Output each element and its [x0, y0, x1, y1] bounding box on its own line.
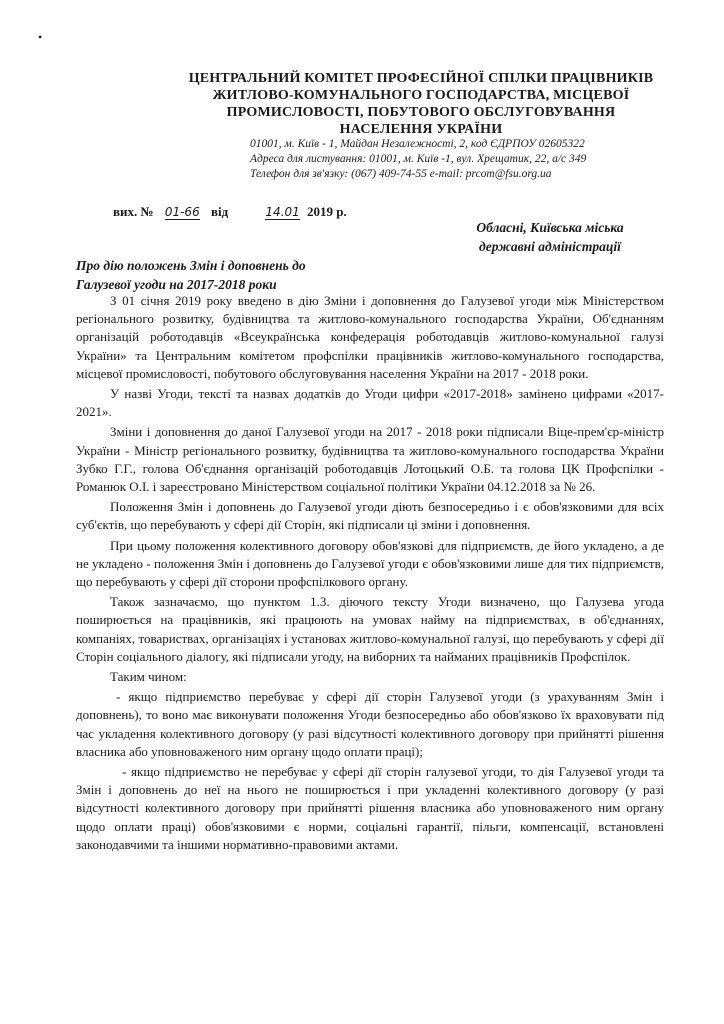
addressee [405, 218, 695, 256]
contact-address: 01001, м. Київ - 1, Майдан Незалежності, 2, код ЄДРПОУ 02605322 [250, 138, 585, 150]
letter-body [76, 292, 664, 856]
header-line: ЖИТЛОВО-КОМУНАЛЬНОГО ГОСПОДАРСТВА, МІСЦЕВОЇ [212, 88, 630, 103]
body-paragraph: При цьому положення колективного договору обов'язкові для підприємств, де його укладено, а де не укладено - положення Змін і доповнень до Галузевої угоди є обов'язковими лише для тих підприємств, що перебувають у сфері дії сторони профспілкового органу. [76, 537, 664, 590]
body-list-item: - якщо підприємство перебуває у сфері дії сторін Галузевої угоди (з урахуванням Змін і доповнень), то воно має виконувати положення Угоди безпосередньо або обов'язково їх враховувати під час укладення колективного договору (у разі відсутності колективного договору при прийнятті рішення власника або уповноваженого ним органу щодо оплати праці); [76, 689, 664, 759]
header-line: ЦЕНТРАЛЬНИЙ КОМІТЕТ ПРОФЕСІЙНОЇ СПІЛКИ ПРАЦІВНИКІВ [188, 71, 654, 86]
ref-prefix: вих. № [113, 204, 154, 219]
ref-date: 14.01 [265, 205, 300, 219]
ref-number: 01-66 [164, 205, 200, 219]
subject-line: Про дію положень Змін і доповнень до [76, 258, 306, 273]
contact-block [250, 137, 670, 182]
addressee-line: Обласні, Київська міська [476, 220, 624, 235]
contact-phone: Телефон для зв'язку: (067) 409-74-55 e-mail: prcom@fsu.org.ua [250, 168, 552, 180]
addressee-line: державні адміністрації [479, 239, 621, 254]
scan-mark: • [38, 30, 43, 44]
body-paragraph: З 01 січня 2019 року введено в дію Зміни і доповнення до Галузевої угоди між Міністерством регіонального розвитку, будівництва та житлово-комунального господарства України, Об'єднанням організацій роботодавців «Всеукраїнська конфедерація роботодавців житлово-комунальної галузі України» та Центральним комітетом профспілки працівників житлово-комунального господарства, місцевої промисловості, побутового обслуговування населення України на 2017 - 2018 роки. [76, 293, 664, 381]
body-paragraph: Таким чином: [110, 669, 187, 685]
contact-postal: Адреса для листування: 01001, м. Київ -1, вул. Хрещатик, 22, а/с 349 [250, 153, 587, 165]
body-paragraph: Положення Змін і доповнень до Галузевої угоди діють безпосередньо і є обов'язковими для всіх суб'єктів, що перебувають у сфері дії Сторін, які підписали ці зміни і доповнення. [76, 499, 664, 533]
ref-from: від [210, 204, 229, 219]
header-line: ПРОМИСЛОВОСТІ, ПОБУТОВОГО ОБСЛУГОВУВАННЯ [226, 105, 616, 120]
body-list-item: - якщо підприємство не перебуває у сфері дії сторін галузевої угоди, то дія Галузевої угоди та Змін і доповнень до неї на нього не поширюється і при укладенні колективного договору (у разі відсутності колективного договору при прийнятті рішення власника або уповноваженого ним органу щодо оплати праці) обов'язковими є норми, соціальні гарантії, пільги, компенсації, встановлені законодавчими та іншими нормативно-правовими актами. [76, 764, 664, 852]
organization-header [186, 70, 656, 138]
body-paragraph: Також зазначаємо, що пунктом 1.3. діючого тексту Угоди визначено, що Галузева угода поширюється на працівників, які працюють на умовах найму на підприємствах, в об'єднаннях, компаніях, товариствах, організаціях і установах житлово-комунальної галузі, що перебувають у сфері дії Сторін соціального діалогу, які підписали угоду, на виборних та найманих працівників Профспілок. [76, 594, 664, 664]
header-line: НАСЕЛЕННЯ УКРАЇНИ [339, 122, 503, 137]
body-paragraph: У назві Угоди, тексті та назвах додатків до Угоди цифри «2017-2018» замінено цифрами «2017-2021». [76, 386, 664, 420]
subject-line: Галузевої угоди на 2017-2018 роки [76, 277, 277, 292]
body-paragraph: Зміни і доповнення до даної Галузевої угоди на 2017 - 2018 роки підписали Віце-прем'єр-міністр України - Міністр регіонального розвитку, будівництва та житлово-комунального господарства України Зубко Г.Г., голова Об'єднання організацій роботодавців Лотоцький О.Б. та голова ЦК Профспілки - Романюк О.І. і зареєстровано Міністерством соціальної політики України 04.12.2018 за № 26. [76, 424, 664, 495]
letter-subject [76, 256, 396, 294]
ref-year: 2019 р. [307, 204, 347, 219]
